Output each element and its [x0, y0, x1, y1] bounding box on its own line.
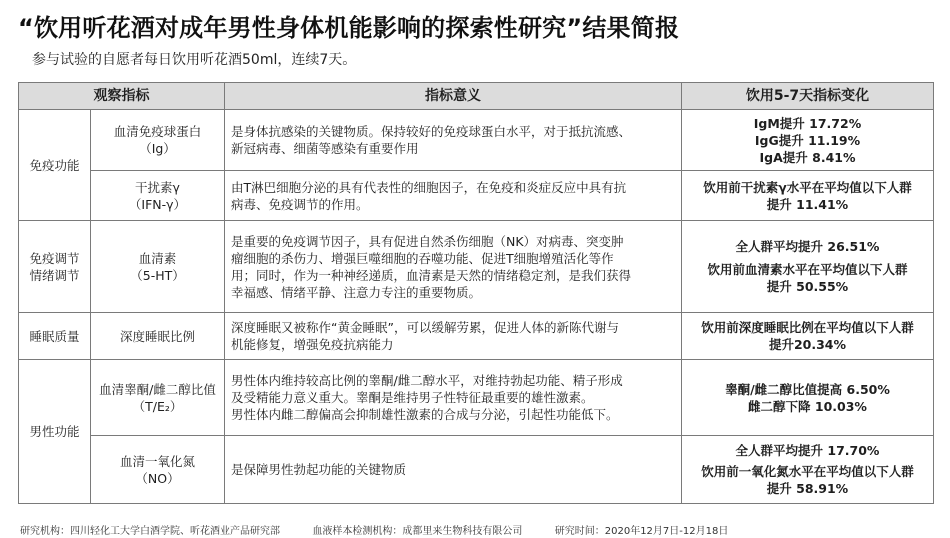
- category-male-function: [19, 360, 91, 504]
- results-table: [18, 82, 934, 504]
- table-header-row: [19, 83, 934, 110]
- change-cell: [682, 221, 934, 313]
- indicator-cell: [91, 110, 225, 171]
- meaning-line: 用；同时，作为一种神经递质，血清素是天然的情绪稳定剂，是我们获得: [231, 267, 632, 283]
- meaning-line: 由T淋巴细胞分泌的具有代表性的细胞因子，在免疫和炎症反应中具有抗: [231, 179, 627, 195]
- change-line: IgG提升 11.19%: [754, 132, 861, 148]
- change-line: 睾酮/雌二醇比值提高 6.50%: [725, 381, 890, 397]
- change-line: 全人群平均提升 17.70%: [735, 443, 880, 458]
- category-label: 免疫功能: [29, 157, 80, 173]
- meaning-line: 瘤细胞的杀伤力、增强巨噬细胞的吞噬功能、促进T细胞增殖活化等作: [231, 250, 614, 266]
- indicator-abbr: （NO）: [135, 470, 180, 486]
- category-label: 睡眠质量: [29, 328, 80, 344]
- category-immune: [19, 110, 91, 221]
- category-label: 男性功能: [29, 424, 80, 439]
- meaning-line: 是重要的免疫调节因子，具有促进自然杀伤细胞（NK）对病毒、突变肿: [231, 233, 624, 249]
- table-row: [19, 360, 934, 436]
- indicator-cell: [91, 436, 225, 504]
- change-line: 提升20.34%: [768, 337, 847, 352]
- report-title: “饮用听花酒对成年男性身体机能影响的探索性研究”结果简报: [18, 14, 680, 42]
- change-line: 饮用前一氧化氮水平在平均值以下人群: [701, 464, 914, 479]
- table-row: [19, 221, 934, 313]
- meaning-cell: [225, 313, 682, 360]
- category-sleep: [19, 313, 91, 360]
- indicator-abbr: （T/E₂）: [132, 398, 183, 414]
- indicator-abbr: （IFN-γ）: [128, 196, 187, 212]
- category-label: 情绪调节: [29, 267, 80, 283]
- report-subtitle: 参与试验的自愿者每日饮用听花酒50ml，连续7天。: [32, 52, 357, 68]
- indicator-cell: [91, 360, 225, 436]
- change-line: 饮用前血清素水平在平均值以下人群: [707, 262, 908, 277]
- table-row: [19, 171, 934, 221]
- indicator-cell: [91, 171, 225, 221]
- footer-time: 研究时间：2020年12月7日-12月18日: [554, 526, 729, 537]
- indicator-name: 血清睾酮/雌二醇比值: [99, 381, 216, 397]
- category-label: 免疫调节: [29, 250, 80, 266]
- change-line: 提升 58.91%: [766, 481, 849, 496]
- meaning-line: 及受精能力意义重大。睾酮是维持男子性特征最重要的雄性激素。: [231, 390, 594, 405]
- indicator-abbr: （Ig）: [139, 141, 176, 156]
- change-cell: [682, 360, 934, 436]
- change-cell: [682, 313, 934, 360]
- indicator-name: 深度睡眠比例: [119, 328, 195, 344]
- header-meaning: 指标意义: [225, 83, 682, 110]
- change-line: 全人群平均提升 26.51%: [735, 239, 880, 254]
- meaning-line: 病毒、免疫调节的作用。: [231, 196, 369, 212]
- footer-test-org: 血液样本检测机构：成都里来生物科技有限公司: [312, 526, 523, 537]
- meaning-line: 是保障男性勃起功能的关键物质: [231, 462, 407, 477]
- change-line: 雌二醇下降 10.03%: [748, 398, 867, 414]
- indicator-name: 干扰素γ: [135, 179, 180, 195]
- indicator-name: 血清一氧化氮: [119, 453, 195, 469]
- meaning-cell: [225, 221, 682, 313]
- header-indicator: 观察指标: [19, 83, 225, 110]
- meaning-line: 男性体内维持较高比例的睾酮/雌二醇水平，对维持勃起功能、精子形成: [231, 373, 623, 388]
- table-row: [19, 313, 934, 360]
- meaning-line: 深度睡眠又被称作“黄金睡眠”，可以缓解劳累，促进人体的新陈代谢与: [231, 320, 619, 335]
- change-cell: [682, 436, 934, 504]
- indicator-abbr: （5-HT）: [130, 267, 185, 283]
- meaning-line: 新冠病毒、细菌等感染有重要作用: [231, 141, 419, 156]
- meaning-cell: [225, 360, 682, 436]
- footer: [20, 522, 728, 537]
- change-cell: [682, 171, 934, 221]
- change-line: 饮用前干扰素γ水平在平均值以下人群: [703, 179, 912, 195]
- meaning-cell: [225, 436, 682, 504]
- indicator-name: 血清素: [138, 250, 177, 266]
- indicator-cell: [91, 221, 225, 313]
- change-cell: [682, 110, 934, 171]
- change-line: 提升 50.55%: [766, 279, 849, 294]
- indicator-cell: [91, 313, 225, 360]
- meaning-line: 机能修复，增强免疫抗病能力: [231, 337, 394, 352]
- header-change: 饮用5-7天指标变化: [682, 83, 934, 110]
- change-line: IgM提升 17.72%: [753, 115, 862, 131]
- category-immune-emotion: [19, 221, 91, 313]
- meaning-line: 幸福感、情绪平静、注意力专注的重要物质。: [231, 284, 482, 300]
- meaning-line: 是身体抗感染的关键物质。保持较好的免疫球蛋白水平，对于抵抗流感、: [231, 124, 632, 139]
- table-row: [19, 436, 934, 504]
- change-line: IgA提升 8.41%: [759, 149, 856, 165]
- table-row: [19, 110, 934, 171]
- indicator-name: 血清免疫球蛋白: [113, 124, 202, 139]
- meaning-cell: [225, 171, 682, 221]
- change-line: 提升 11.41%: [766, 196, 849, 212]
- meaning-line: 男性体内雌二醇偏高会抑制雄性激素的合成与分泌，引起性功能低下。: [231, 407, 619, 422]
- footer-research-org: 研究机构：四川轻化工大学白酒学院、听花酒业产品研究部: [20, 526, 280, 537]
- meaning-cell: [225, 110, 682, 171]
- change-line: 饮用前深度睡眠比例在平均值以下人群: [701, 320, 914, 335]
